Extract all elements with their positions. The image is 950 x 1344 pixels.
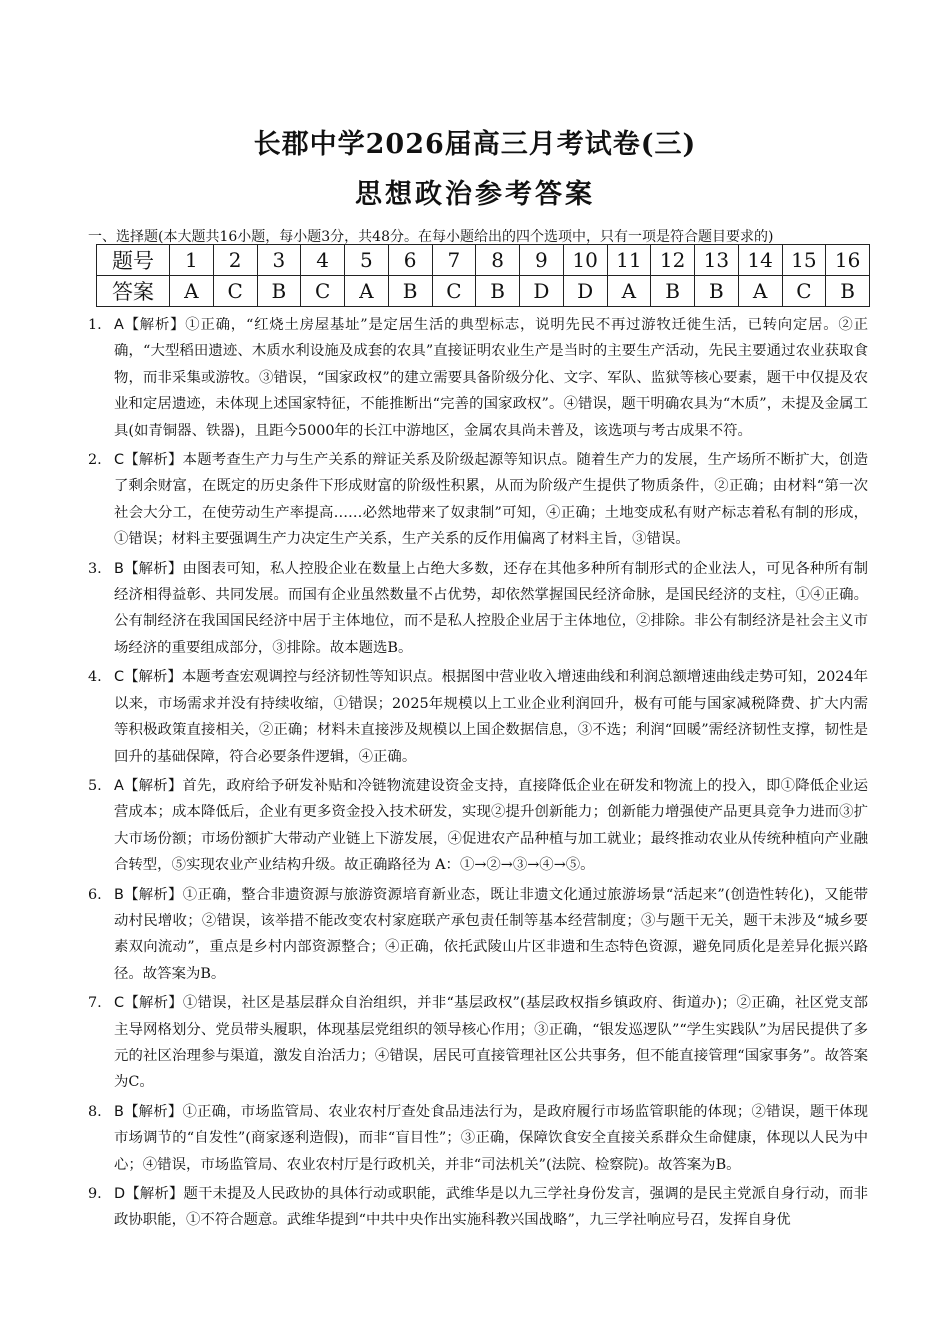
item-number: 9. bbox=[88, 1186, 102, 1202]
item-text: ①正确，“红烧土房屋基址”是定居生活的典型标志，说明先民不再过游牧迁徙生活，已转向定居。②正确，“大型稻田遗迹、木质水利设施及成套的农具”直接证明农业生产是当时的主要生产活动，先民主要通过农业获取食物，而非采集或游牧。③错误，“国家政权”的建立需要具备阶级分化、文字、军队、监狱等核心要素，题干中仅提及农业和定居遗迹，未体现上述国家特征，不能推断出“完善的国家政权”。④错误，题干明确农具为“木质”，未提及金属工具(如青铜器、铁器)，且距今5000年的长江中游地区，金属农具尚未普及，该选项与考古成果不符。 bbox=[114, 317, 868, 439]
page-title: 长郡中学2026届高三月考试卷(三) bbox=[253, 129, 697, 160]
answer-cell: B bbox=[651, 276, 695, 307]
question-number: 11 bbox=[607, 245, 651, 276]
item-answer: C bbox=[114, 995, 125, 1012]
item-number: 3. bbox=[88, 560, 102, 577]
item-text: 题干未提及人民政协的具体行动或职能，武维华是以九三学社身份发言，强调的是民主党派自身行动，而非政协职能，①不符合题意。武维华提到“中共中央作出实施科教兴国战略”，九三学社响应号召，发挥自身优 bbox=[114, 1186, 868, 1229]
question-number: 10 bbox=[563, 245, 607, 276]
item-number: 5. bbox=[88, 777, 102, 794]
item-text: ①正确，整合非遗资源与旅游资源培育新业态，既让非遗文化通过旅游场景“活起来”(创造性转化)，又能带动村民增收；②错误，该举措不能改变农村家庭联产承包责任制等基本经营制度；③与题干无关，题干未涉及“城乡要素双向流动”，重点是乡村内部资源整合；④正确，依托武陵山片区非遗和生态特色资源，避免同质化是差异化振兴路径。故答案为B。 bbox=[114, 886, 868, 982]
item-answer: B bbox=[114, 560, 124, 577]
answer-cell: B bbox=[826, 276, 870, 307]
answer-cell: B bbox=[476, 276, 520, 307]
item-answer: A bbox=[114, 317, 124, 333]
row-label-number: 题号 bbox=[97, 245, 170, 276]
question-number: 6 bbox=[388, 245, 432, 276]
answer-cell: B bbox=[388, 276, 432, 307]
explanation-item bbox=[88, 312, 868, 444]
explanation-item bbox=[88, 447, 868, 553]
item-tag: 【解析】 bbox=[123, 1103, 183, 1120]
answer-cell: A bbox=[345, 276, 389, 307]
item-answer: B bbox=[114, 1103, 124, 1120]
answer-cell: C bbox=[432, 276, 476, 307]
item-tag: 【解析】 bbox=[124, 669, 182, 686]
item-text: 本题考查生产力与生产关系的辩证关系及阶级起源等知识点。随着生产力的发展，生产场所不断扩大，创造了剩余财富，在既定的历史条件下形成财富的阶级性积累，从而为阶级产生提供了物质条件，②正确；由材料“第一次社会大分工，在使劳动生产率提高……必然地带来了奴隶制”可知，④正确；土地变成私有财产标志着私有制的形成，①错误；材料主要强调生产力决定生产关系，生产关系的反作用偏离了材料主旨，③错误。 bbox=[114, 452, 868, 548]
item-tag: 【解析】 bbox=[125, 1186, 184, 1202]
answer-cell: A bbox=[738, 276, 782, 307]
page-subtitle: 思想政治参考答案 bbox=[355, 179, 595, 210]
answer-cell: B bbox=[257, 276, 301, 307]
question-number: 9 bbox=[520, 245, 564, 276]
question-number: 12 bbox=[651, 245, 695, 276]
item-tag: 【解析】 bbox=[123, 560, 183, 577]
item-text: ①正确，市场监管局、农业农村厅查处食品违法行为，是政府履行市场监管职能的体现；②错误，题干体现市场调节的“自发性”(商家逐利造假)，而非“盲目性”；③正确，保障饮食安全直接关系群众生命健康，体现以人民为中心；④错误，市场监管局、农业农村厅是行政机关，并非“司法机关”(法院、检察院)。故答案为B。 bbox=[114, 1103, 868, 1173]
answer-cell: C bbox=[301, 276, 345, 307]
item-text: ①错误，社区是基层群众自治组织，并非“基层政权”(基层政权指乡镇政府、街道办)；②正确，社区党支部主导网格划分、党员带头履职，体现基层党组织的领导核心作用；③正确，“银发巡逻队”“学生实践队”为居民提供了多元的社区治理参与渠道，激发自治活力；④错误，居民可直接管理社区公共事务，但不能直接管理“国家事务”。故答案为C。 bbox=[114, 995, 868, 1091]
answer-cell: A bbox=[170, 276, 214, 307]
item-tag: 【解析】 bbox=[124, 995, 183, 1012]
question-number: 1 bbox=[170, 245, 214, 276]
item-tag: 【解析】 bbox=[124, 452, 183, 469]
item-number: 6. bbox=[88, 886, 102, 903]
answer-cell: D bbox=[563, 276, 607, 307]
question-number: 2 bbox=[213, 245, 257, 276]
answer-cell: C bbox=[213, 276, 257, 307]
explanation-list bbox=[88, 312, 868, 1237]
answer-cell: A bbox=[607, 276, 651, 307]
answer-cell: D bbox=[520, 276, 564, 307]
answer-cell: B bbox=[695, 276, 739, 307]
question-number: 16 bbox=[826, 245, 870, 276]
explanation-item bbox=[88, 556, 868, 662]
question-number: 7 bbox=[432, 245, 476, 276]
answer-table bbox=[96, 244, 870, 307]
explanation-item bbox=[88, 664, 868, 770]
item-answer: A bbox=[114, 777, 124, 794]
item-answer: B bbox=[114, 886, 124, 903]
answer-row bbox=[97, 276, 870, 307]
item-text: 首先，政府给予研发补贴和冷链物流建设资金支持，直接降低企业在研发和物流上的投入，即①降低企业运营成本；成本降低后，企业有更多资金投入技术研发，实现②提升创新能力；创新能力增强使产品更具竞争力进而③扩大市场份额；市场份额扩大带动产业链上下游发展，④促进农产品种植与加工就业；最终推动农业从传统种植向产业融合转型，⑤实现农业产业结构升级。故正确路径为 A：①→②→③→④→⑤。 bbox=[114, 777, 868, 874]
explanation-item bbox=[88, 882, 868, 988]
row-label-answer: 答案 bbox=[97, 276, 170, 307]
question-number-row bbox=[97, 245, 870, 276]
item-number: 7. bbox=[88, 995, 102, 1012]
question-number: 15 bbox=[782, 245, 826, 276]
question-number: 13 bbox=[695, 245, 739, 276]
item-number: 1. bbox=[88, 317, 102, 333]
question-number: 3 bbox=[257, 245, 301, 276]
explanation-item bbox=[88, 773, 868, 879]
explanation-item bbox=[88, 990, 868, 1096]
question-number: 5 bbox=[345, 245, 389, 276]
item-text: 本题考查宏观调控与经济韧性等知识点。根据图中营业收入增速曲线和利润总额增速曲线走势可知，2024年以来，市场需求并没有持续收缩，①错误；2025年规模以上工业企业利润回升，极有可能与国家减税降费、扩大内需等积极政策直接相关，②正确；材料未直接涉及规模以上国企数据信息，③不选；利润“回暖”需经济韧性支撑，韧性是回升的基础保障，符合必要条件逻辑，④正确。 bbox=[114, 669, 868, 765]
item-number: 8. bbox=[88, 1103, 102, 1120]
explanation-item bbox=[88, 1099, 868, 1178]
item-tag: 【解析】 bbox=[123, 317, 186, 333]
item-answer: C bbox=[114, 452, 125, 469]
item-number: 4. bbox=[88, 669, 102, 686]
section-heading: 一、选择题(本大题共16小题，每小题3分，共48分。在每小题给出的四个选项中，只有一项是符合题目要求的) bbox=[88, 229, 774, 245]
item-tag: 【解析】 bbox=[123, 886, 183, 903]
item-text: 由图表可知，私人控股企业在数量上占绝大多数，还存在其他多种所有制形式的企业法人，可见各种所有制经济相得益彰、共同发展。而国有企业虽然数量不占优势，却依然掌握国民经济命脉，是国民经济的支柱，①④正确。公有制经济在我国国民经济中居于主体地位，而不是私人控股企业居于主体地位，②排除。非公有制经济是社会主义市场经济的重要组成部分，③排除。故本题选B。 bbox=[114, 560, 868, 656]
item-answer: C bbox=[114, 669, 125, 686]
answer-cell: C bbox=[782, 276, 826, 307]
item-number: 2. bbox=[88, 452, 102, 469]
question-number: 8 bbox=[476, 245, 520, 276]
explanation-item bbox=[88, 1181, 868, 1234]
question-number: 4 bbox=[301, 245, 345, 276]
item-answer: D bbox=[114, 1186, 126, 1202]
question-number: 14 bbox=[738, 245, 782, 276]
item-tag: 【解析】 bbox=[123, 777, 183, 794]
